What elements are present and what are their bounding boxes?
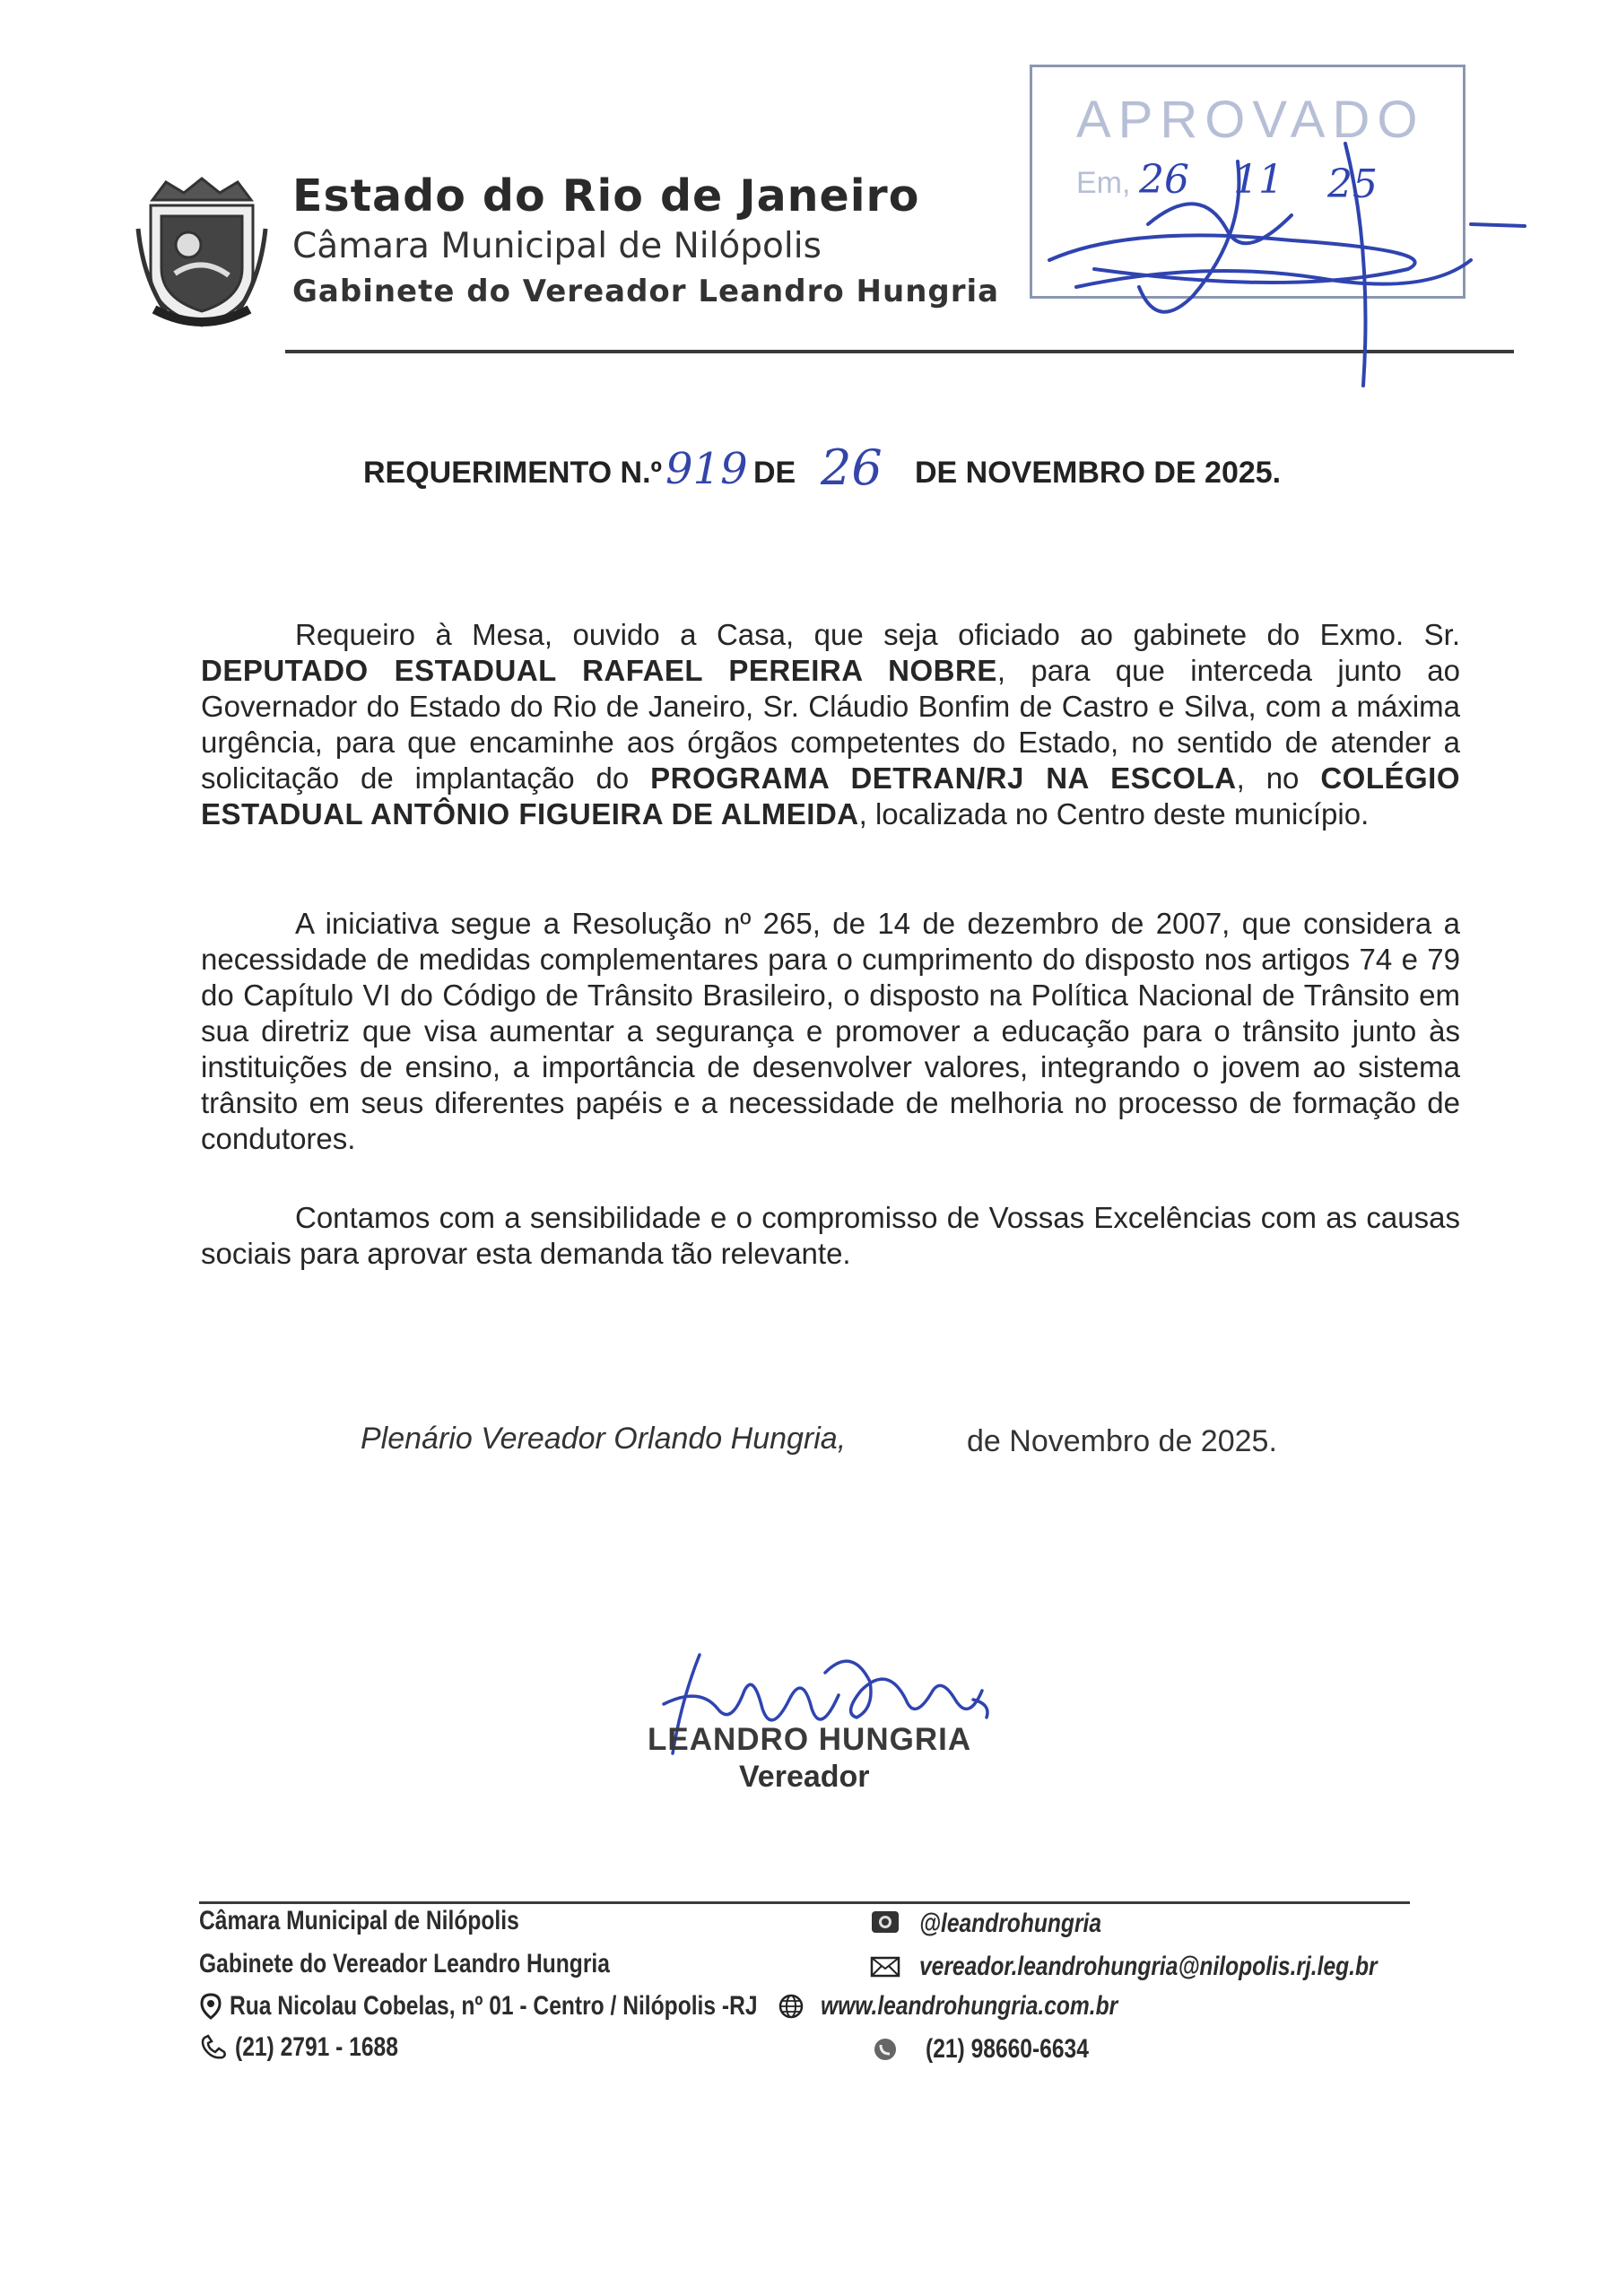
footer-whatsapp: (21) 98660-6634 [926, 2034, 1089, 2064]
stamp-label: APROVADO [1076, 91, 1425, 149]
stamp-signature-icon [1022, 126, 1552, 395]
footer-phone: (21) 2791 - 1688 [235, 2032, 398, 2062]
globe-icon [776, 1993, 806, 2020]
closing-place: Plenário Vereador Orlando Hungria, [361, 1422, 847, 1456]
p1-text-a: Requeiro à Mesa, ouvido a Casa, que seja oficiado ao gabinete do Exmo. Sr. [295, 618, 1460, 651]
municipal-crest-icon [135, 175, 269, 332]
instagram-icon[interactable] [870, 1909, 900, 1935]
footer-website[interactable]: www.leandrohungria.com.br [821, 1991, 1118, 2021]
body-paragraph-3: Contamos com a sensibilidade e o compromisso de Vossas Excelências com as causas sociais para aprovar esta demanda tão relevante. [201, 1201, 1460, 1270]
stamp-year: 25 [1327, 161, 1378, 207]
email-icon[interactable] [870, 1953, 900, 1980]
footer-address: Rua Nicolau Cobelas, nº 01 - Centro / Nilópolis -RJ [230, 1991, 758, 2021]
location-pin-icon [199, 1993, 222, 2020]
body-paragraph-2: A iniciativa segue a Resolução nº 265, de 14 de dezembro de 2007, que considera a necessidade de medidas complementares para o cumprimento do disposto nos artigos 74 e 79 do Capítulo VI do Código de Trânsito Brasileiro, o disposto na Política Nacional de Trânsito em sua diretriz que visa aumentar a segurança e promover a educação para o trânsito junto às instituições de ensino, a importância de desenvolver valores, integrando o jovem ao sistema trânsito em seus diferentes papéis e a necessidade de melhoria no processo de formação de condutores. [201, 907, 1460, 1155]
p1-text-e: , no [1236, 761, 1300, 795]
p1-text-c: , para que interceda junto ao Governador do Estado do Rio de Janeiro, Sr. Cláudio Bonfim de Castro e Silva, com a máxima urgência, para que encaminhe aos órgãos competentes do Estado, no sentido de atender a solicitação de implantação do [201, 654, 1460, 795]
stamp-month: 11 [1233, 157, 1283, 203]
p1-program: PROGRAMA DETRAN/RJ NA ESCOLA [650, 761, 1237, 795]
whatsapp-icon [870, 2036, 900, 2063]
footer-instagram[interactable]: @leandrohungria [919, 1909, 1102, 1938]
request-day: 26 [821, 439, 883, 496]
request-title-de: DE [753, 456, 796, 490]
footer-divider [199, 1901, 1410, 1904]
request-title-suffix: DE NOVEMBRO DE 2025. [915, 456, 1282, 490]
body-paragraph-1 [201, 617, 1460, 832]
footer-email[interactable]: vereador.leandrohungria@nilopolis.rj.leg.br [919, 1952, 1378, 1981]
stamp-prefix: Em, [1076, 166, 1131, 200]
header-chamber: Câmara Municipal de Nilópolis [292, 226, 822, 266]
signatory-name: LEANDRO HUNGRIA [648, 1722, 972, 1757]
footer-chamber: Câmara Municipal de Nilópolis [199, 1906, 519, 1935]
phone-icon [199, 2034, 230, 2061]
footer-office: Gabinete do Vereador Leandro Hungria [199, 1949, 610, 1979]
header-state: Estado do Rio de Janeiro [292, 170, 920, 222]
signatory-role: Vereador [739, 1760, 870, 1794]
p1-school: COLÉGIO ESTADUAL ANTÔNIO FIGUEIRA DE ALMEIDA [201, 761, 1461, 831]
request-number: 919 [665, 444, 748, 494]
p1-text-g: , localizada no Centro deste município. [858, 797, 1370, 831]
closing-date: de Novembro de 2025. [967, 1424, 1277, 1458]
p1-deputy: DEPUTADO ESTADUAL RAFAEL PEREIRA NOBRE [201, 654, 997, 687]
stamp-day: 26 [1139, 157, 1189, 203]
header-office: Gabinete do Vereador Leandro Hungria [292, 274, 1000, 309]
request-title-prefix: REQUERIMENTO N.º [363, 456, 662, 490]
